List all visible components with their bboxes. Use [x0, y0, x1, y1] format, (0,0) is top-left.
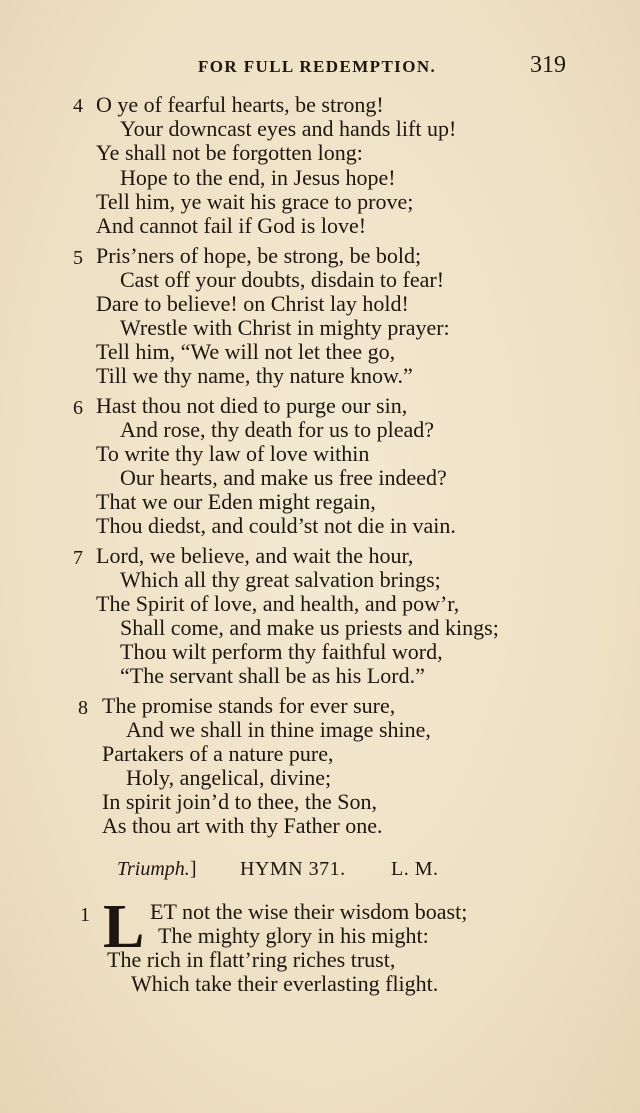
verse-line: The Spirit of love, and health, and pow’r,	[96, 591, 460, 616]
verse-line: The mighty glory in his might:	[158, 923, 429, 948]
stanza-number: 1	[80, 904, 90, 926]
stanza-number: 5	[73, 247, 83, 269]
verse-line: To write thy law of love within	[96, 441, 370, 466]
running-head	[0, 52, 640, 82]
verse-line: And rose, thy death for us to plead?	[120, 417, 435, 442]
verse-line: Ye shall not be forgotten long:	[96, 140, 363, 165]
verse-line: Which take their everlasting flight.	[131, 971, 439, 996]
verse-line: Pris’ners of hope, be strong, be bold;	[96, 243, 422, 268]
verse-line: As thou art with thy Father one.	[102, 813, 383, 838]
verse-line: “The servant shall be as his Lord.”	[120, 663, 425, 688]
tune-label: Triumph.	[117, 858, 190, 880]
verse-line: Cast off your doubts, disdain to fear!	[120, 267, 445, 292]
tune-bracket: ]	[189, 858, 197, 880]
verse-line: Which all thy great salvation brings;	[120, 567, 441, 592]
verse-line: Holy, angelical, divine;	[126, 765, 332, 790]
verse-line: Wrestle with Christ in mighty prayer:	[120, 315, 450, 340]
stanza-number: 6	[73, 397, 83, 419]
hymn-title: HYMN 371.	[240, 858, 346, 880]
verse-line: That we our Eden might regain,	[96, 489, 376, 514]
verse-line: The rich in flatt’ring riches trust,	[107, 947, 396, 972]
verse-line: And we shall in thine image shine,	[126, 717, 431, 742]
verse-line: Partakers of a nature pure,	[102, 741, 334, 766]
verse-line: Tell him, “We will not let thee go,	[96, 339, 396, 364]
verse-line: Dare to believe! on Christ lay hold!	[96, 291, 409, 316]
tune-name	[117, 858, 196, 881]
verse-line: Thou wilt perform thy faithful word,	[120, 639, 443, 664]
verse-line: The promise stands for ever sure,	[102, 693, 396, 718]
verse-line: Your downcast eyes and hands lift up!	[120, 116, 457, 141]
verse-line: Till we thy name, thy nature know.”	[96, 363, 413, 388]
verse-line: Hast thou not died to purge our sin,	[96, 393, 408, 418]
hymn-meter: L. M.	[391, 858, 439, 880]
running-title: FOR FULL REDEMPTION.	[198, 57, 437, 76]
verse-line: Tell him, ye wait his grace to prove;	[96, 189, 414, 214]
stanza-number: 4	[73, 95, 83, 117]
verse-line: Thou diedst, and could’st not die in vain.	[96, 513, 456, 538]
verse-line: In spirit join’d to thee, the Son,	[102, 789, 377, 814]
hymn-heading	[0, 858, 640, 888]
verse-line: Hope to the end, in Jesus hope!	[120, 165, 396, 190]
drop-cap: L	[103, 893, 145, 961]
verse-line: Shall come, and make us priests and kings;	[120, 615, 499, 640]
verse-line: ET not the wise their wisdom boast;	[150, 899, 468, 924]
verse-line: O ye of fearful hearts, be strong!	[96, 92, 384, 117]
stanza-number: 7	[73, 547, 83, 569]
stanza-number: 8	[78, 697, 88, 719]
verse-line: And cannot fail if God is love!	[96, 213, 367, 238]
verse-line: Our hearts, and make us free indeed?	[120, 465, 447, 490]
page-number: 319	[530, 52, 566, 78]
verse-line: Lord, we believe, and wait the hour,	[96, 543, 414, 568]
